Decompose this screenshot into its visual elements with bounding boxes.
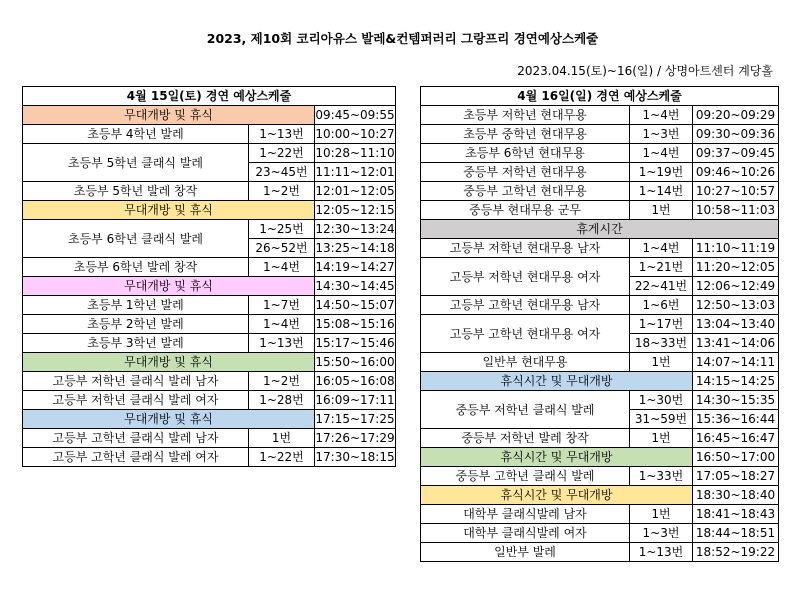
table-row (23, 144, 396, 163)
table-row (23, 429, 396, 448)
category-label: 일반부 현대무용 (421, 353, 630, 372)
entry-time: 11:20~12:05 (693, 258, 779, 277)
entry-time: 13:41~14:06 (693, 334, 779, 353)
table-row (421, 296, 779, 315)
category-label: 중등부 저학년 클래식 발레 (421, 391, 630, 429)
entry-range: 1~13번 (249, 125, 315, 144)
entry-time: 09:30~09:36 (693, 125, 779, 144)
entry-range: 1~4번 (630, 239, 693, 258)
entry-range: 26~52번 (249, 239, 315, 258)
entry-time: 17:26~17:29 (315, 429, 396, 448)
category-label: 중등부 현대무용 군무 (421, 201, 630, 220)
entry-range: 1~4번 (630, 144, 693, 163)
entry-time: 12:01~12:05 (315, 182, 396, 201)
table-row (421, 353, 779, 372)
entry-time: 16:45~16:47 (693, 429, 779, 448)
rest-label: 휴게시간 (421, 220, 779, 239)
entry-time: 15:17~15:46 (315, 334, 396, 353)
entry-time: 18:52~19:22 (693, 543, 779, 562)
entry-range: 1번 (630, 505, 693, 524)
entry-range: 1~33번 (630, 467, 693, 486)
entry-range: 1번 (630, 353, 693, 372)
table-row (421, 543, 779, 562)
entry-time: 15:08~15:16 (315, 315, 396, 334)
table-row (23, 220, 396, 239)
break-label: 휴식시간 및 무대개방 (421, 486, 693, 505)
category-label: 초등부 2학년 발레 (23, 315, 249, 334)
entry-time: 14:50~15:07 (315, 296, 396, 315)
entry-range: 1~4번 (249, 315, 315, 334)
category-label: 대학부 클래식발레 여자 (421, 524, 630, 543)
table-row (23, 448, 396, 467)
entry-range: 31~59번 (630, 410, 693, 429)
entry-time: 09:37~09:45 (693, 144, 779, 163)
category-label: 고등부 저학년 현대무용 여자 (421, 258, 630, 296)
category-label: 고등부 저학년 현대무용 남자 (421, 239, 630, 258)
table-header-row (23, 87, 396, 106)
break-time: 17:15~17:25 (315, 410, 396, 429)
day-header: 4월 15일(토) 경연 예상스케줄 (23, 87, 396, 106)
break-row (23, 277, 396, 296)
entry-range: 1~30번 (630, 391, 693, 410)
category-label: 초등부 5학년 발레 창작 (23, 182, 249, 201)
category-label: 중등부 저학년 현대무용 (421, 163, 630, 182)
entry-range: 1~6번 (630, 296, 693, 315)
category-label: 중등부 저학년 발레 창작 (421, 429, 630, 448)
table-row (421, 163, 779, 182)
break-time: 14:15~14:25 (693, 372, 779, 391)
break-time: 14:30~14:45 (315, 277, 396, 296)
entry-range: 1~7번 (249, 296, 315, 315)
table-row (23, 182, 396, 201)
category-label: 중등부 고학년 클래식 발레 (421, 467, 630, 486)
break-row (23, 106, 396, 125)
break-label: 휴식시간 및 무대개방 (421, 372, 693, 391)
entry-range: 1~3번 (630, 125, 693, 144)
entry-time: 09:46~10:26 (693, 163, 779, 182)
break-label: 휴식시간 및 무대개방 (421, 448, 693, 467)
table-row (421, 239, 779, 258)
table-row (421, 467, 779, 486)
table-row (421, 258, 779, 277)
entry-range: 1~19번 (630, 163, 693, 182)
table-row (421, 391, 779, 410)
table-row (421, 144, 779, 163)
entry-range: 1~25번 (249, 220, 315, 239)
category-label: 고등부 저학년 클래식 발레 여자 (23, 391, 249, 410)
entry-time: 17:30~18:15 (315, 448, 396, 467)
break-label: 무대개방 및 휴식 (23, 106, 315, 125)
entry-time: 11:11~12:01 (315, 163, 396, 182)
entry-time: 13:25~14:18 (315, 239, 396, 258)
entry-range: 1~22번 (249, 144, 315, 163)
category-label: 초등부 6학년 현대무용 (421, 144, 630, 163)
table-row (421, 429, 779, 448)
entry-time: 12:06~12:49 (693, 277, 779, 296)
entry-time: 10:58~11:03 (693, 201, 779, 220)
entry-time: 18:44~18:51 (693, 524, 779, 543)
entry-range: 1번 (630, 201, 693, 220)
category-label: 일반부 발레 (421, 543, 630, 562)
entry-range: 23~45번 (249, 163, 315, 182)
break-label: 무대개방 및 휴식 (23, 410, 315, 429)
table-row (23, 315, 396, 334)
category-label: 초등부 저학년 현대무용 (421, 106, 630, 125)
category-label: 초등부 6학년 클래식 발레 (23, 220, 249, 258)
category-label: 초등부 중학년 현대무용 (421, 125, 630, 144)
entry-time: 15:36~16:44 (693, 410, 779, 429)
break-time: 16:50~17:00 (693, 448, 779, 467)
day-header: 4월 16일(일) 경연 예상스케줄 (421, 87, 779, 106)
table-row (23, 372, 396, 391)
table-row (421, 315, 779, 334)
entry-range: 1~3번 (630, 524, 693, 543)
break-label: 무대개방 및 휴식 (23, 277, 315, 296)
category-label: 고등부 저학년 클래식 발레 남자 (23, 372, 249, 391)
table-row (421, 524, 779, 543)
entry-range: 1번 (249, 429, 315, 448)
break-row (421, 486, 779, 505)
entry-time: 12:50~13:03 (693, 296, 779, 315)
entry-range: 1~17번 (630, 315, 693, 334)
category-label: 고등부 고학년 현대무용 여자 (421, 315, 630, 353)
entry-range: 1~4번 (249, 258, 315, 277)
break-time: 12:05~12:15 (315, 201, 396, 220)
entry-range: 1~2번 (249, 182, 315, 201)
rest-row (421, 220, 779, 239)
entry-range: 1~4번 (630, 106, 693, 125)
entry-time: 10:00~10:27 (315, 125, 396, 144)
entry-time: 14:30~15:35 (693, 391, 779, 410)
table-row (23, 125, 396, 144)
table-row (421, 106, 779, 125)
break-row (421, 448, 779, 467)
table-row (421, 125, 779, 144)
entry-time: 17:05~18:27 (693, 467, 779, 486)
table-row (23, 258, 396, 277)
entry-time: 10:27~10:57 (693, 182, 779, 201)
entry-range: 1~13번 (249, 334, 315, 353)
entry-time: 18:41~18:43 (693, 505, 779, 524)
category-label: 고등부 고학년 클래식 발레 여자 (23, 448, 249, 467)
table-row (421, 505, 779, 524)
category-label: 초등부 6학년 발레 창작 (23, 258, 249, 277)
entry-time: 12:30~13:24 (315, 220, 396, 239)
entry-range: 22~41번 (630, 277, 693, 296)
entry-time: 16:09~17:11 (315, 391, 396, 410)
category-label: 고등부 고학년 클래식 발레 남자 (23, 429, 249, 448)
entry-time: 09:20~09:29 (693, 106, 779, 125)
entry-range: 1번 (630, 429, 693, 448)
entry-range: 1~21번 (630, 258, 693, 277)
break-time: 18:30~18:40 (693, 486, 779, 505)
entry-range: 1~13번 (630, 543, 693, 562)
entry-time: 14:19~14:27 (315, 258, 396, 277)
table-row (421, 182, 779, 201)
break-time: 09:45~09:55 (315, 106, 396, 125)
category-label: 초등부 1학년 발레 (23, 296, 249, 315)
table-row (23, 334, 396, 353)
schedule-date-venue: 2023.04.15(토)~16(일) / 상명아트센터 계당홀 (517, 64, 773, 78)
break-label: 무대개방 및 휴식 (23, 201, 315, 220)
entry-time: 16:05~16:08 (315, 372, 396, 391)
entry-range: 1~14번 (630, 182, 693, 201)
break-row (23, 410, 396, 429)
entry-time: 11:10~11:19 (693, 239, 779, 258)
schedule-table-day2 (420, 86, 779, 562)
entry-range: 1~28번 (249, 391, 315, 410)
category-label: 초등부 3학년 발레 (23, 334, 249, 353)
entry-range: 1~22번 (249, 448, 315, 467)
break-row (421, 372, 779, 391)
table-row (421, 201, 779, 220)
entry-range: 18~33번 (630, 334, 693, 353)
table-header-row (421, 87, 779, 106)
schedule-table-day1 (22, 86, 396, 467)
entry-range: 1~2번 (249, 372, 315, 391)
entry-time: 10:28~11:10 (315, 144, 396, 163)
category-label: 초등부 5학년 클래식 발레 (23, 144, 249, 182)
category-label: 중등부 고학년 현대무용 (421, 182, 630, 201)
category-label: 고등부 고학년 현대무용 남자 (421, 296, 630, 315)
table-row (23, 296, 396, 315)
break-row (23, 201, 396, 220)
break-label: 무대개방 및 휴식 (23, 353, 315, 372)
category-label: 초등부 4학년 발레 (23, 125, 249, 144)
category-label: 대학부 클래식발레 남자 (421, 505, 630, 524)
table-row (23, 391, 396, 410)
entry-time: 13:04~13:40 (693, 315, 779, 334)
break-row (23, 353, 396, 372)
page-title: 2023, 제10회 코리아유스 발레&컨템퍼러리 그랑프리 경연예상스케줄 (206, 31, 599, 46)
entry-time: 14:07~14:11 (693, 353, 779, 372)
break-time: 15:50~16:00 (315, 353, 396, 372)
